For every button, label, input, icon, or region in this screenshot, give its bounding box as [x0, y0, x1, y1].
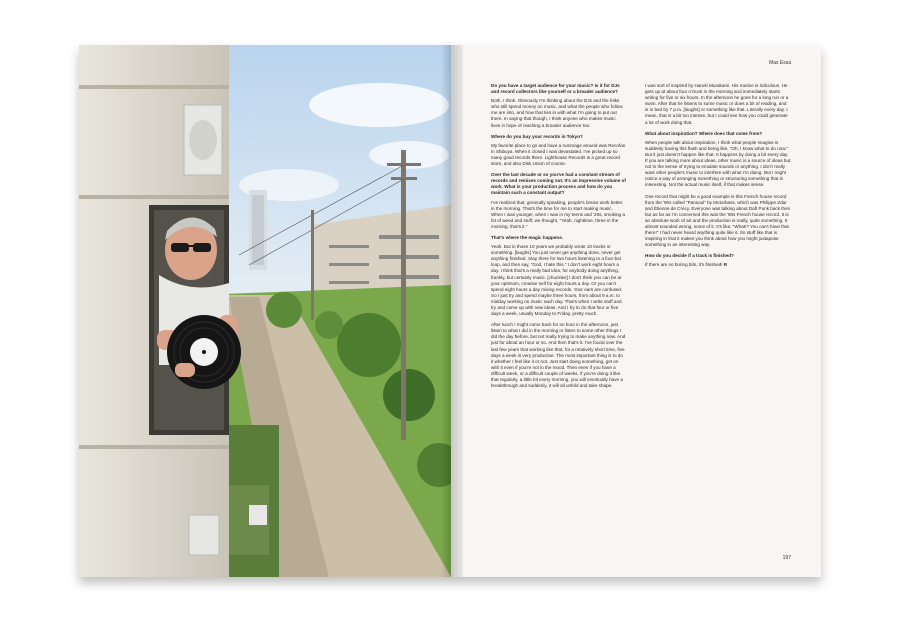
answer: After lunch I might come back for an hour in the afternoon, just listen to what I did in the morning or listen to some other things I did the day before, but not really trying to make anything new. And just for about an hour or so. And then that's it. I've found over the last few years that working like that, for a relatively short time, five days a week is very productive. The most important thing is to do it whether I feel like it or not. Just start doing something, get on with it even if you're not in the mood. Then even if you have a difficult week, or a difficult couple of weeks, if you're doing it like that regularly, a little bit every morning, you will eventually have a breakthrough and suddenly, it will all unfold and take shape. — [491, 322, 626, 389]
answer: When people talk about inspiration, I think what people imagine is suddenly having this flash and being like, "Oh, I know what to do now." But it just doesn't happen like that. It happens by doing a bit every day. If you are talking more about ideas, other music is a source of ideas but not in the sense of trying to emulate sounds or anything. I don't really want other people's music to interfere with what I'm doing. But I might notice a way of arranging something or structuring something that is interesting. Not the actual music itself, if that makes sense. — [645, 139, 791, 188]
answer: One record that might be a good example is this French house record from the '90s called "Pansoul" by Motorbass, which was Philippe Zdar and Étienne de Crécy. Everyone was talking about Daft Punk back then but as far as I'm concerned this was the '90s French house record. It is an absolute work of art and the production is really, quite something. It almost sounded wrong, some of it. It's like, "What!? You can't have that there!" I had never heard anything quite like it. So stuff like that is inspiring in that it makes you think about how you might juxtapose something in an interesting way. — [645, 193, 791, 248]
answer-text: If there are no boring bits, it's finished! — [645, 262, 723, 268]
end-mark: R — [723, 262, 728, 268]
answer: Both, I think. Obviously I'm thinking about the DJs and the folks who still spend money on music, and what the people who follow me are into, and how that ties in with what I'm going to put out there. In saying that though, I think anyone who makes music lives in hope of reaching a broader audience too. — [491, 98, 623, 128]
magazine-spread — [79, 45, 821, 577]
page-number: 197 — [782, 555, 791, 561]
answer: My favorite place to go and have a rummage around was Recofan in Shibuya. When it closed I was devastated. I've picked up so many good records there. Lighthouse Records is a great record store, and also Disk Union of course. — [491, 142, 626, 167]
photo-man-with-record — [79, 45, 451, 577]
question: Where do you buy your records in Tokyo? — [491, 133, 583, 139]
right-page — [451, 45, 821, 577]
final-answer — [645, 262, 791, 268]
question: That's where the magic happens. — [491, 234, 564, 240]
question: Over the last decade or so you've had a constant stream of records and remixes coming out. It's an impressive volume of work. What is your production process and how do you maintain such a constant output? — [491, 172, 626, 196]
question: How do you decide if a track is finished? — [645, 253, 734, 259]
page-gutter — [441, 45, 463, 577]
question: What about inspiration? Where does that come from? — [645, 130, 763, 136]
running-header-name: Max Essa — [769, 60, 791, 66]
article-column-1 — [491, 83, 626, 394]
answer: Yeah. But in those 10 years we probably wrote 10 tracks or something. [laughs] You just never get anything done, never get anything finished. Stay there for two hours listening to a four-bar loop, and then say, "God, I hate this." I don't work eight hours a day. I think that's a really bad idea, for anybody doing anything, frankly, but certainly music. [chuckles] I don't think you can be at your optimum, creative self for eight hours a day. Or you can't spend eight hours a day mixing records. Your ears are confused. So I just try and spend maybe three hours, from about 9 a.m. to midday working on music each day. That's when I write stuff and try and come up with new ideas. And I try to do that four or five days a week, usually Monday to Friday, pretty much. — [491, 244, 623, 317]
answer: I've realized that, generally speaking, people's brains work better in the morning. That's the time for me to start making music. When I was younger, when I was in my teens and '20s, smoking a lot of weed and stuff, we thought, "Yeah, nighttime, three in the morning, that's it." — [491, 199, 625, 229]
question: Do you have a target audience for your music? Is it for DJs and record collectors like yourself or a broader audience? — [491, 83, 620, 95]
left-page — [79, 45, 451, 577]
article-column-2 — [645, 83, 791, 274]
answer: I was sort of inspired by Haruki Murakami. His routine is ridiculous. He gets up at about four o'clock in the morning and immediately starts writing for five or six hours. In the afternoon he goes for a long run or a swim. After that he listens to some music or does a bit of reading, and is in bed by 7 p.m. [laughs] or something like that. Literally every day. I mean, that is a bit too intense, but I could see how you could generate a lot of work doing that. — [645, 83, 789, 125]
